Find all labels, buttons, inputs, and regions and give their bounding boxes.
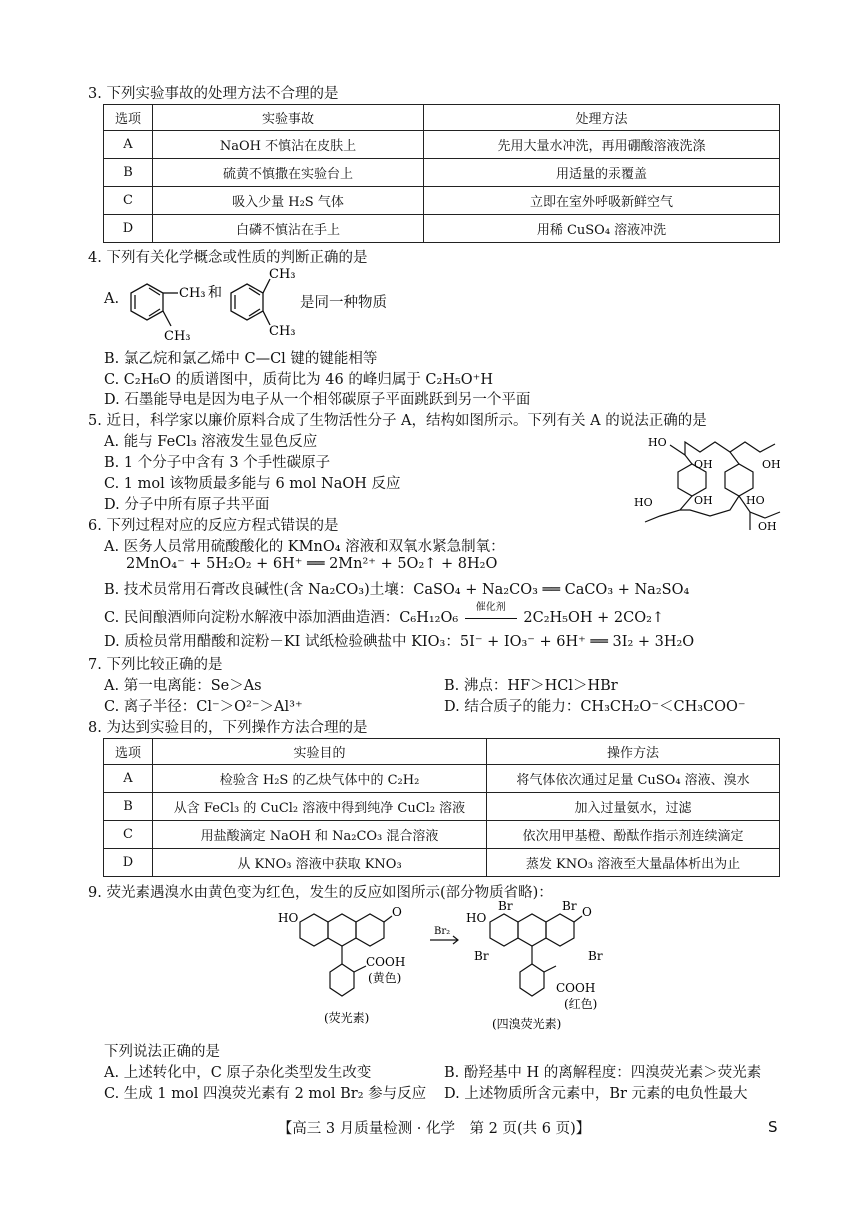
table-row [104,849,780,877]
version-letter: S [768,1118,778,1136]
q8-cell: 蒸发 KNO₃ 溶液至大量晶体析出为止 [487,849,780,877]
q8-header-method: 操作方法 [487,739,780,765]
table-row [104,821,780,849]
catalyst-label: 催化剂 [475,602,506,613]
tetrabromo-name: (四溴荧光素) [492,1017,562,1031]
table-row [104,765,780,793]
q9-option-a: A. 上述转化中，C 原子杂化类型发生改变 [104,1065,372,1081]
br2-label: Br₂ [434,926,451,937]
q6-option-a: A. 医务人员常用硫酸酸化的 KMnO₄ 溶液和双氧水紧急制氧： [104,539,505,555]
q3-cell: C [104,187,153,215]
q8-cell: 用盐酸滴定 NaOH 和 Na₂CO₃ 混合溶液 [153,821,487,849]
oh-label: HO [634,496,653,509]
q8-cell: 加入过量氨水，过滤 [487,793,780,821]
arrow-icon [465,618,517,619]
q5-stem: 5. 近日，科学家以廉价原料合成了生物活性分子 A，结构如图所示。下列有关 A 的说法正确的是 [88,413,707,429]
q8-cell: 检验含 H₂S 的乙炔气体中的 C₂H₂ [153,765,487,793]
q8-table [103,738,780,877]
q6-option-c-right: 2C₂H₅OH + 2CO₂↑ [523,610,665,626]
q5-molecule-structure [630,430,790,540]
table-row [104,159,780,187]
ho-label: HO [466,911,487,925]
q6-stem: 6. 下列过程对应的反应方程式错误的是 [88,518,339,534]
q8-header-option: 选项 [104,739,153,765]
q3-cell: 白磷不慎沾在手上 [153,215,424,243]
table-row [104,131,780,159]
q3-cell: 立即在室外呼吸新鲜空气 [424,187,780,215]
q3-cell: 硫黄不慎撒在实验台上 [153,159,424,187]
benzene-ring-2 [231,279,270,325]
q8-cell: 将气体依次通过足量 CuSO₄ 溶液、溴水 [487,765,780,793]
q3-table [103,104,780,243]
q4-structures [122,264,322,346]
q4-option-a-label: A. [104,291,120,307]
q8-cell: A [104,765,153,793]
q3-cell: A [104,131,153,159]
q3-cell: 用稀 CuSO₄ 溶液冲洗 [424,215,780,243]
q6-option-a-equation: 2MnO₄⁻ + 5H₂O₂ + 6H⁺ ══ 2Mn²⁺ + 5O₂↑ + 8H₂O [126,556,498,572]
q8-cell: 依次用甲基橙、酚酞作指示剂连续滴定 [487,821,780,849]
q8-cell: B [104,793,153,821]
q9-option-d: D. 上述物质所含元素中，Br 元素的电负性最大 [444,1086,748,1102]
q6-option-b: B. 技术员常用石膏改良碱性(含 Na₂CO₃)土壤：CaSO₄ + Na₂CO₃ ══ CaCO₃ + Na₂SO₄ [104,582,690,598]
table-row [104,215,780,243]
oh-label: OH [694,494,713,507]
br-label: Br [498,900,513,913]
catalyst-arrow [463,602,519,626]
q6-option-d: D. 质检员常用醋酸和淀粉－KI 试纸检验碘盐中 KIO₃：5I⁻ + IO₃⁻ + 6H⁺ ══ 3I₂ + 3H₂O [104,634,695,650]
q8-header-goal: 实验目的 [153,739,487,765]
q3-cell: 先用大量水冲洗，再用硼酸溶液洗涤 [424,131,780,159]
q8-stem: 8. 为达到实验目的，下列操作方法合理的是 [88,720,368,736]
q3-cell: D [104,215,153,243]
q7-option-b: B. 沸点：HF＞HCl＞HBr [444,678,618,694]
q8-cell: 从含 FeCl₃ 的 CuCl₂ 溶液中得到纯净 CuCl₂ 溶液 [153,793,487,821]
oh-label: HO [648,436,667,449]
q7-option-a: A. 第一电离能：Se＞As [104,678,262,694]
q3-header-option: 选项 [104,105,153,131]
q5-option-a: A. 能与 FeCl₃ 溶液发生显色反应 [104,434,318,450]
q8-cell: D [104,849,153,877]
table-row [104,793,780,821]
q3-cell: NaOH 不慎沾在皮肤上 [153,131,424,159]
q8-cell: C [104,821,153,849]
q5-option-c: C. 1 mol 该物质最多能与 6 mol NaOH 反应 [104,476,401,492]
page-footer: 【高三 3 月质量检测 · 化学 第 2 页(共 6 页)】 [277,1121,591,1137]
q8-cell: 从 KNO₃ 溶液中获取 KNO₃ [153,849,487,877]
oh-label: OH [694,458,713,471]
q4-stem: 4. 下列有关化学概念或性质的判断正确的是 [88,250,368,266]
ch3-label: CH₃ [269,324,296,339]
q9-reaction-diagram [270,900,630,1050]
yellow-label: (黄色) [368,971,402,985]
q9-option-b: B. 酚羟基中 H 的离解程度：四溴荧光素＞荧光素 [444,1065,762,1081]
br-label: Br [474,949,489,963]
q4-option-d: D. 石墨能导电是因为电子从一个相邻碳原子平面跳跃到另一个平面 [104,392,531,408]
q9-option-c: C. 生成 1 mol 四溴荧光素有 2 mol Br₂ 参与反应 [104,1086,427,1102]
fluorescein-name: (荧光素) [324,1011,370,1025]
table-row [104,187,780,215]
q3-cell: 用适量的汞覆盖 [424,159,780,187]
ch3-label: CH₃ [269,267,296,282]
q5-option-b: B. 1 个分子中含有 3 个手性碳原子 [104,455,331,471]
benzene-ring-1 [131,284,178,326]
q4-option-c: C. C₂H₆O 的质谱图中，质荷比为 46 的峰归属于 C₂H₅O⁺H [104,372,493,388]
cooh-label: COOH [556,981,596,995]
br-label: Br [562,900,577,913]
q3-cell: 吸入少量 H₂S 气体 [153,187,424,215]
ch3-label: CH₃ [164,329,191,344]
q7-option-d: D. 结合质子的能力：CH₃CH₂O⁻＜CH₃COO⁻ [444,699,746,715]
red-label: (红色) [564,997,598,1011]
q5-option-d: D. 分子中所有原子共平面 [104,497,270,513]
q3-header-method: 处理方法 [424,105,780,131]
oh-label: OH [762,458,781,471]
q7-option-c: C. 离子半径：Cl⁻＞O²⁻＞Al³⁺ [104,699,303,715]
q6-option-c [104,602,665,627]
q3-cell: B [104,159,153,187]
q3-stem: 3. 下列实验事故的处理方法不合理的是 [88,86,339,102]
ho-label: HO [278,911,299,925]
q3-header-accident: 实验事故 [153,105,424,131]
q4-option-b: B. 氯乙烷和氯乙烯中 C—Cl 键的键能相等 [104,351,378,367]
ch3-label: CH₃ [179,286,206,301]
oh-label: HO [746,494,765,507]
oh-label: OH [758,520,777,533]
q9-sub-stem: 下列说法正确的是 [104,1044,220,1060]
br-label: Br [588,949,603,963]
q4-option-a-text: 是同一种物质 [300,295,387,311]
he-label: 和 [208,285,222,301]
q9-stem: 9. 荧光素遇溴水由黄色变为红色，发生的反应如图所示(部分物质省略)： [88,885,553,901]
o-label: O [582,905,592,919]
q7-stem: 7. 下列比较正确的是 [88,657,223,673]
o-label: O [392,905,402,919]
q6-option-c-left: C. 民间酿酒师向淀粉水解液中添加酒曲造酒：C₆H₁₂O₆ [104,610,459,626]
cooh-label: COOH [366,955,406,969]
